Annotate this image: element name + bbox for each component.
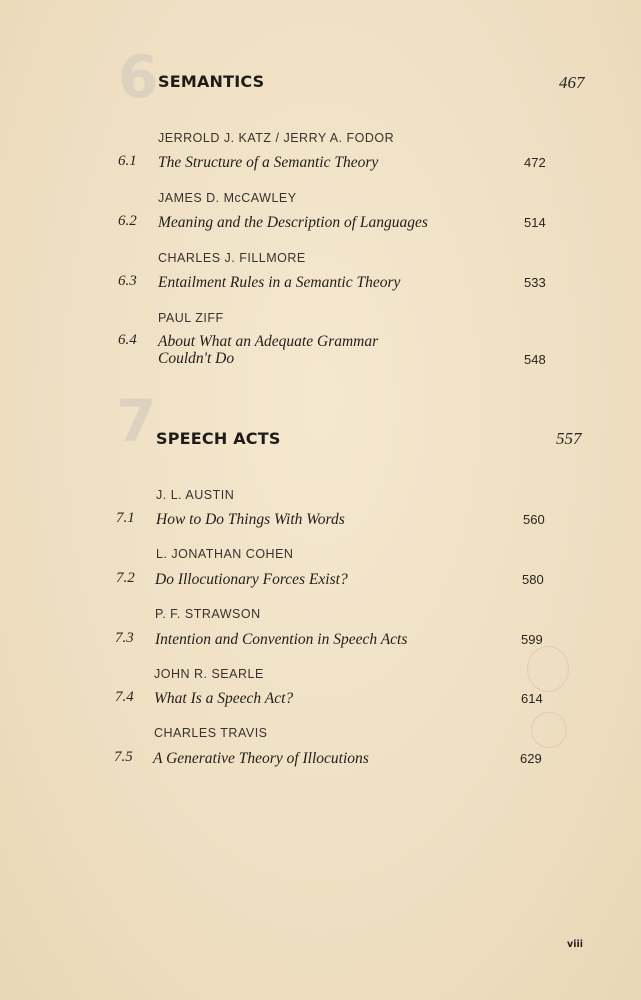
entry-title[interactable]: Entailment Rules in a Semantic Theory — [158, 274, 401, 291]
entry-page: 472 — [524, 155, 546, 170]
chapter-page-6: 467 — [559, 73, 585, 92]
entry-number: 7.4 — [115, 689, 134, 705]
chapter-page-7: 557 — [556, 429, 582, 448]
entry-author: JOHN R. SEARLE — [154, 667, 264, 681]
entry-number: 7.5 — [114, 749, 133, 765]
entry-page: 560 — [523, 512, 545, 527]
entry-title[interactable]: The Structure of a Semantic Theory — [158, 154, 379, 171]
entry-number: 7.2 — [116, 570, 135, 586]
entry-number: 6.3 — [118, 273, 137, 289]
entry-page: 629 — [520, 751, 542, 766]
entry-number: 6.4 — [118, 332, 137, 348]
entry-author: JERROLD J. KATZ / JERRY A. FODOR — [158, 131, 395, 145]
ink-mark — [527, 646, 569, 692]
entry-author: J. L. AUSTIN — [156, 488, 235, 502]
entry-author: CHARLES TRAVIS — [154, 726, 268, 740]
entry-title-line-2[interactable]: Couldn't Do — [158, 350, 235, 367]
entry-page: 514 — [524, 215, 546, 230]
entry-page: 580 — [522, 572, 544, 587]
page-folio: viii — [567, 939, 583, 950]
chapter-number-6: 6 — [118, 43, 159, 111]
ink-mark — [531, 712, 567, 748]
entry-title[interactable]: Do Illocutionary Forces Exist? — [155, 571, 348, 588]
entry-title[interactable]: About What an Adequate Grammar — [158, 333, 379, 350]
chapter-number-7: 7 — [116, 387, 157, 455]
entry-title[interactable]: How to Do Things With Words — [156, 511, 345, 528]
entry-page: 599 — [521, 632, 543, 647]
entry-title[interactable]: Meaning and the Description of Languages — [158, 214, 428, 231]
entry-title[interactable]: Intention and Convention in Speech Acts — [155, 631, 408, 648]
chapter-title-speech-acts: SPEECH ACTS — [156, 429, 281, 448]
entry-author: PAUL ZIFF — [158, 311, 224, 325]
entry-page: 533 — [524, 275, 546, 290]
entry-author: JAMES D. McCAWLEY — [158, 191, 297, 205]
entry-number: 6.2 — [118, 213, 137, 229]
entry-author: CHARLES J. FILLMORE — [158, 251, 306, 265]
entry-page: 548 — [524, 352, 546, 367]
entry-author: P. F. STRAWSON — [155, 607, 261, 621]
entry-author: L. JONATHAN COHEN — [156, 547, 294, 561]
entry-number: 7.1 — [116, 510, 135, 526]
chapter-title-semantics: SEMANTICS — [158, 72, 265, 91]
entry-title[interactable]: What Is a Speech Act? — [154, 690, 294, 707]
entry-number: 7.3 — [115, 630, 134, 646]
entry-title[interactable]: A Generative Theory of Illocutions — [153, 750, 369, 767]
entry-page: 614 — [521, 691, 543, 706]
entry-number: 6.1 — [118, 153, 137, 169]
